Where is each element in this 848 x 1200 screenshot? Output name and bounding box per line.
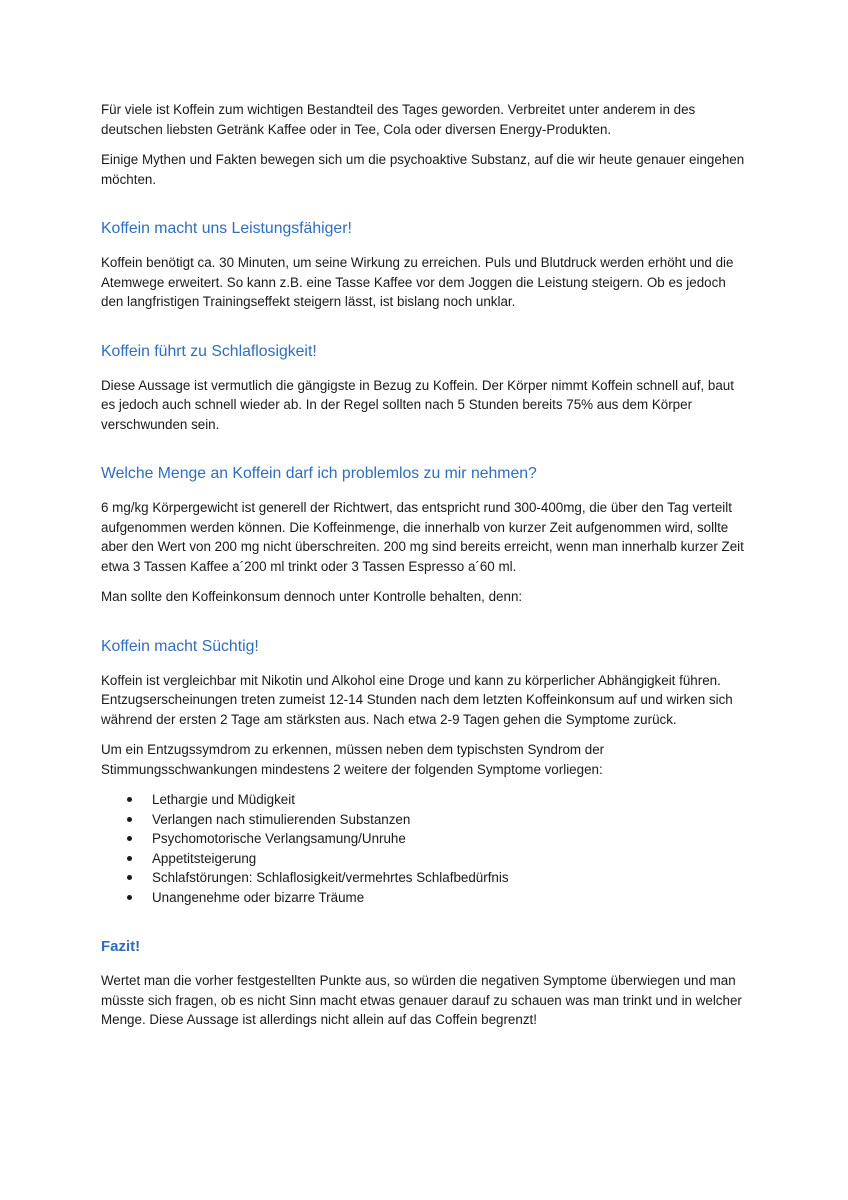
section-paragraph: Diese Aussage ist vermutlich die gängigste in Bezug zu Koffein. Der Körper nimmt Koffein schnell auf, baut es jedoch auch schnell wieder ab. In der Regel sollten nach 5 Stunden bereits 75% aus dem Körper verschwunden sein. bbox=[101, 377, 734, 432]
intro-paragraph: Für viele ist Koffein zum wichtigen Bestandteil des Tages geworden. Verbreitet unter anderem in des deutschen liebsten Getränk Kaffee oder in Tee, Cola oder diversen Energy-Produkten. bbox=[101, 102, 696, 137]
list-item: Appetitsteigerung bbox=[101, 849, 751, 869]
section-heading: Koffein führt zu Schlaflosigkeit! bbox=[101, 342, 317, 360]
list-item: Schlafstörungen: Schlaflosigkeit/vermehrtes Schlafbedürfnis bbox=[101, 868, 751, 888]
section-performance bbox=[101, 219, 751, 312]
intro-paragraph: Einige Mythen und Fakten bewegen sich um die psychoaktive Substanz, auf die wir heute genauer eingehen möchten. bbox=[101, 152, 745, 187]
document-page bbox=[101, 100, 751, 1030]
section-heading: Koffein macht uns Leistungsfähiger! bbox=[101, 220, 352, 237]
section-paragraph: Koffein ist vergleichbar mit Nikotin und Alkohol eine Droge und kann zu körperlicher Abhängigkeit führen. Entzugserscheinungen treten zumeist 12-14 Stunden nach dem letzten Koffeinkonsum auf und wirken sich während der ersten 2 Tage am stärksten aus. Nach etwa 2-9 Tagen gehen die Symptome zurück. bbox=[101, 672, 733, 727]
list-item: Lethargie und Müdigkeit bbox=[101, 790, 751, 810]
section-paragraph: 6 mg/kg Körpergewicht ist generell der Richtwert, das entspricht rund 300-400mg, die über den Tag verteilt aufgenommen werden können. Die Koffeinmenge, die innerhalb von kurzer Zeit aufgenommen wird, sollte aber den Wert von 200 mg nicht überschreiten. 200 mg sind bereits erreicht, wenn man innerhalb kurzer Zeit etwa 3 Tassen Kaffee a´200 ml trinkt oder 3 Tassen Espresso a´60 ml. bbox=[101, 500, 744, 574]
section-sleeplessness bbox=[101, 342, 751, 435]
section-heading: Welche Menge an Koffein darf ich problemlos zu mir nehmen? bbox=[101, 465, 537, 482]
section-heading: Koffein macht Süchtig! bbox=[101, 637, 259, 655]
list-item: Psychomotorische Verlangsamung/Unruhe bbox=[101, 829, 751, 849]
section-paragraph: Um ein Entzugssymdrom zu erkennen, müssen neben dem typischsten Syndrom der Stimmungsschwankungen mindestens 2 weitere der folgenden Symptome vorliegen: bbox=[101, 742, 605, 777]
symptom-list bbox=[101, 790, 751, 907]
section-amount bbox=[101, 464, 751, 607]
section-paragraph: Wertet man die vorher festgestellten Punkte aus, so würden die negativen Symptome überwiegen und man müsste sich fragen, ob es nicht Sinn macht etwas genauer darauf zu schauen was man trinkt und in welcher Menge. Diese Aussage ist allerdings nicht allein auf das Coffein begrenzt! bbox=[101, 973, 742, 1027]
section-heading: Fazit! bbox=[101, 938, 141, 955]
section-addiction bbox=[101, 637, 751, 908]
section-paragraph: Man sollte den Koffeinkonsum dennoch unter Kontrolle behalten, denn: bbox=[101, 589, 523, 604]
list-item: Unangenehme oder bizarre Träume bbox=[101, 888, 751, 908]
list-item: Verlangen nach stimulierenden Substanzen bbox=[101, 810, 751, 830]
section-conclusion bbox=[101, 937, 751, 1030]
section-paragraph: Koffein benötigt ca. 30 Minuten, um seine Wirkung zu erreichen. Puls und Blutdruck werden erhöht und die Atemwege erweitert. So kann z.B. eine Tasse Kaffee vor dem Joggen die Leistung steigern. Ob es jedoch den langfristigen Trainingseffekt steigern lässt, ist bislang noch unklar. bbox=[101, 255, 734, 309]
